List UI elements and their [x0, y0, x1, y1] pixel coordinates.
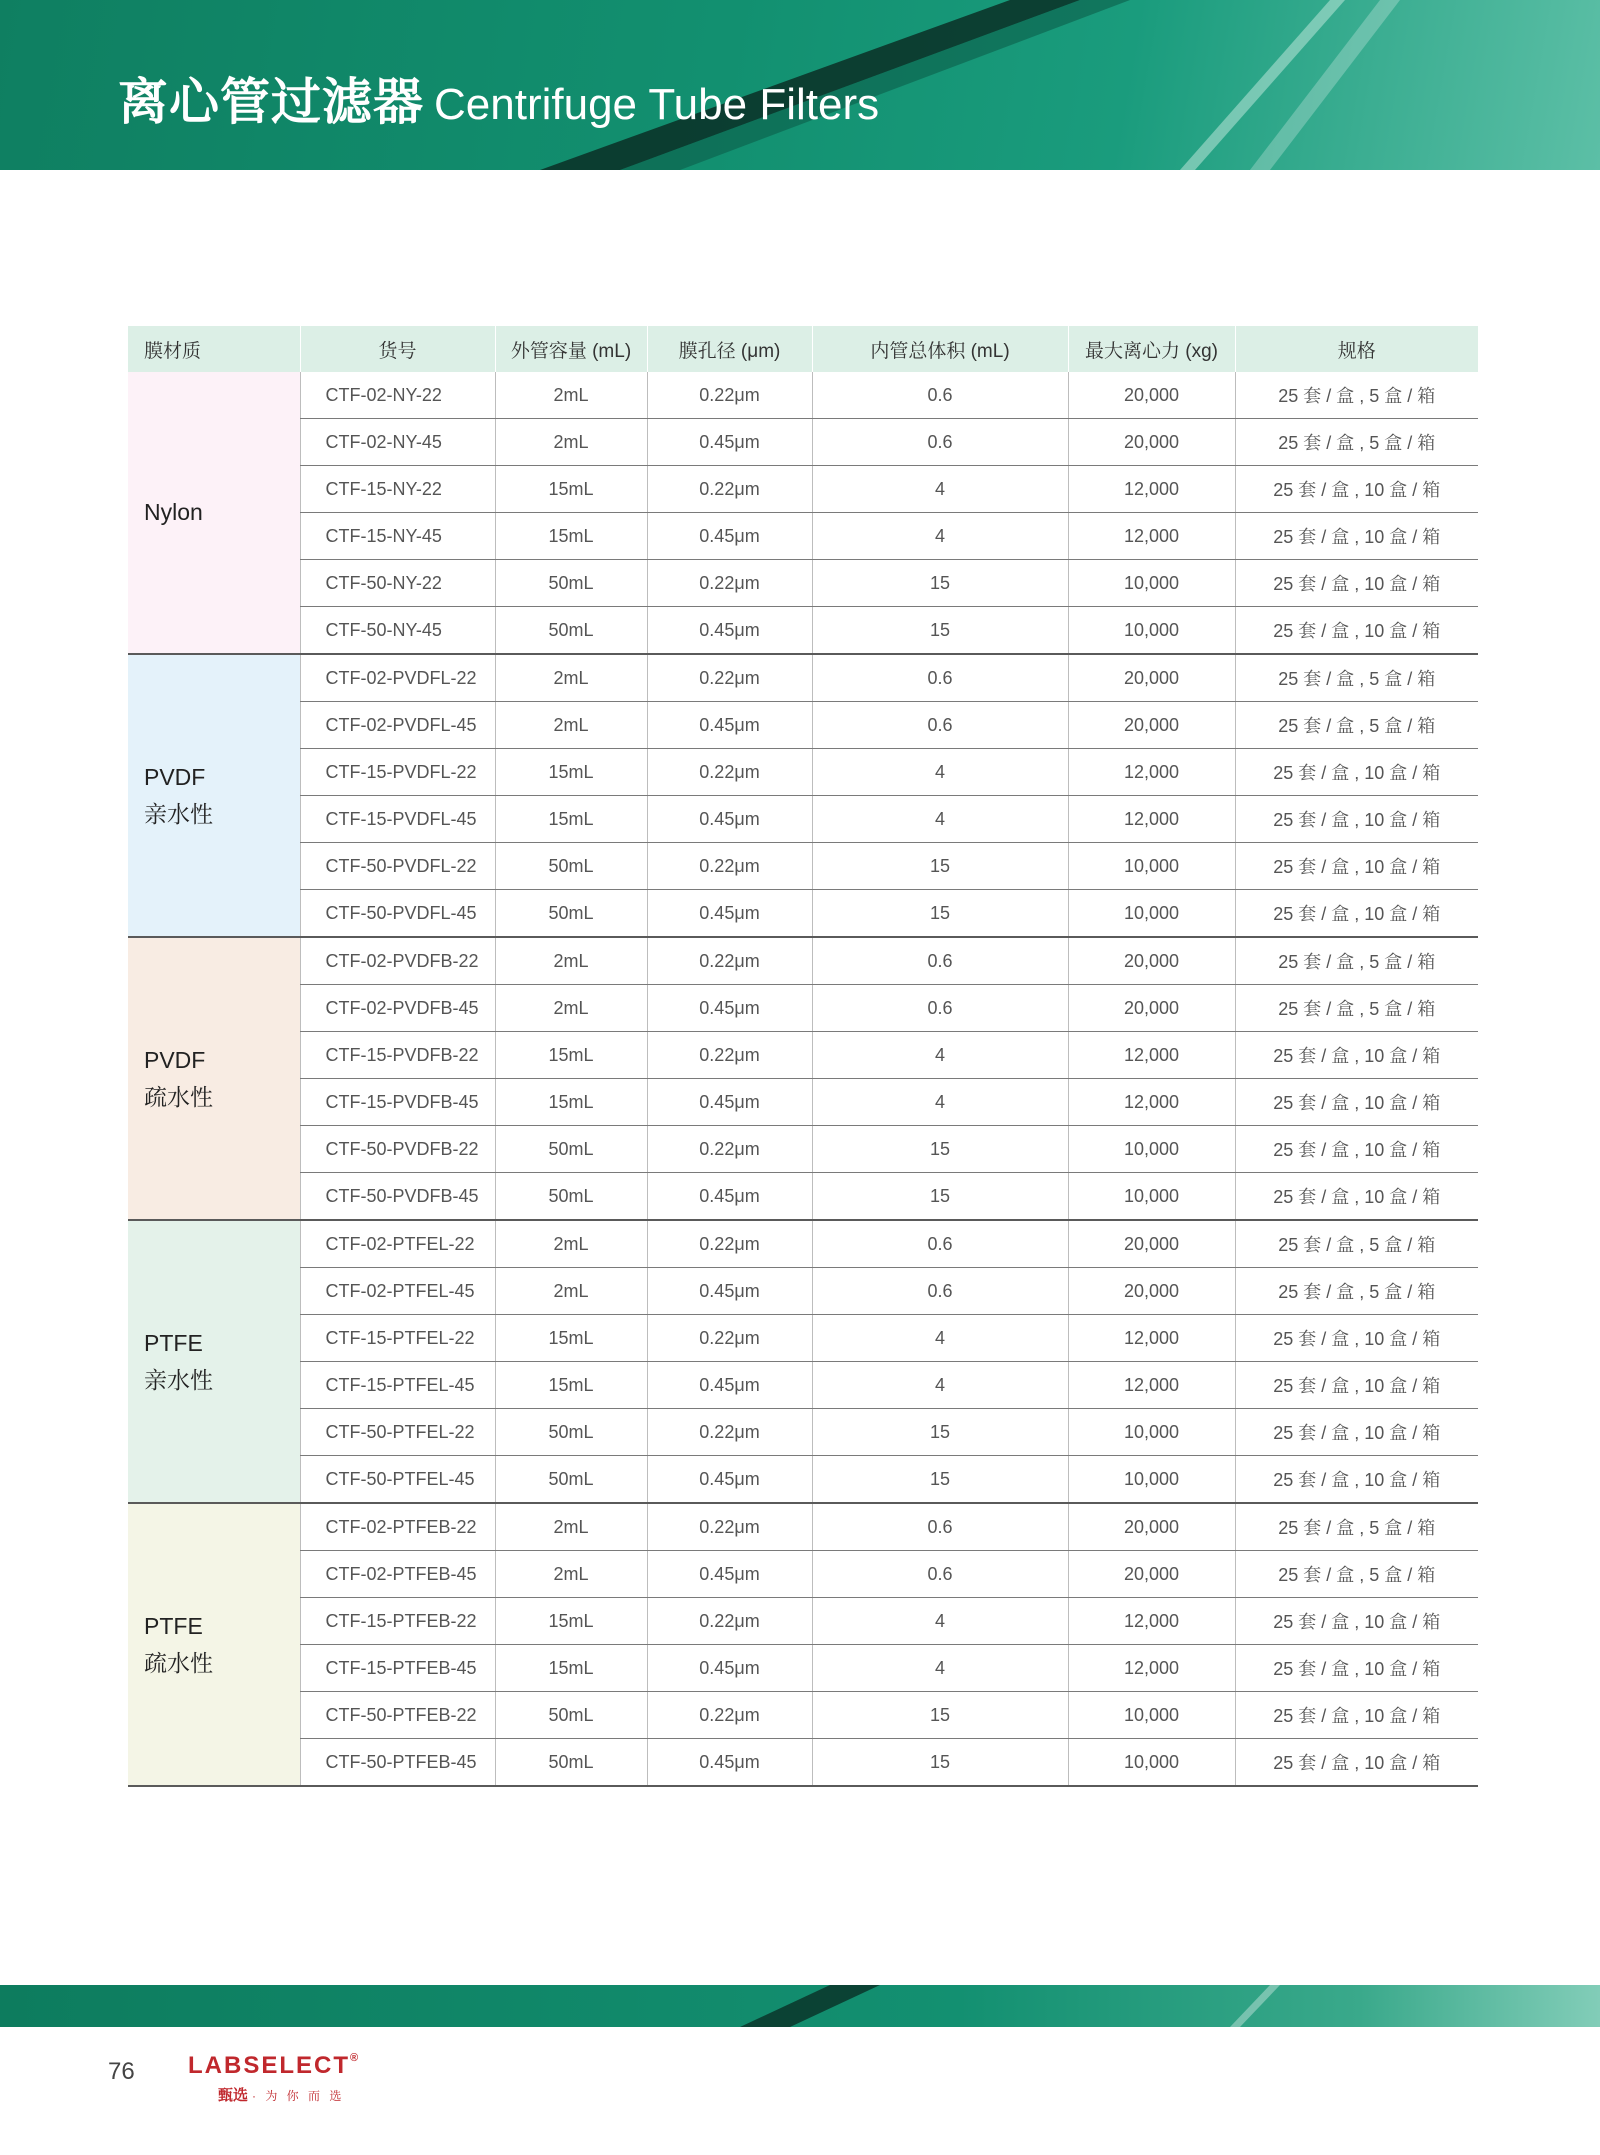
material-label: 疏水性: [144, 1649, 213, 1676]
inner-volume-cell: 4: [812, 1315, 1068, 1362]
packing-cell: 25 套 / 盒 , 10 盒 / 箱: [1235, 1032, 1478, 1079]
table-row: [128, 1551, 1478, 1598]
pore-size-cell: 0.22μm: [647, 1692, 812, 1739]
max-rcf-cell: 12,000: [1068, 1315, 1235, 1362]
outer-volume-cell: 50mL: [495, 1456, 647, 1504]
max-rcf-cell: 12,000: [1068, 1079, 1235, 1126]
inner-volume-cell: 4: [812, 513, 1068, 560]
page-title-zh: 离心管过滤器: [118, 74, 424, 130]
logo-sub-text: 甄选: [218, 2087, 249, 2104]
table-row: [128, 1268, 1478, 1315]
max-rcf-cell: 10,000: [1068, 560, 1235, 607]
material-label: PVDF: [144, 1046, 206, 1073]
table-row: [128, 1456, 1478, 1504]
table-row: [128, 466, 1478, 513]
max-rcf-cell: 20,000: [1068, 937, 1235, 985]
inner-volume-cell: 0.6: [812, 1551, 1068, 1598]
pore-size-cell: 0.22μm: [647, 1126, 812, 1173]
inner-volume-cell: 0.6: [812, 937, 1068, 985]
logo-text: LABSELECT: [188, 2052, 350, 2079]
outer-volume-cell: 15mL: [495, 796, 647, 843]
max-rcf-cell: 10,000: [1068, 843, 1235, 890]
max-rcf-cell: 10,000: [1068, 607, 1235, 655]
packing-cell: 25 套 / 盒 , 5 盒 / 箱: [1235, 1268, 1478, 1315]
table-row: [128, 1032, 1478, 1079]
packing-cell: 25 套 / 盒 , 10 盒 / 箱: [1235, 1645, 1478, 1692]
footer-band: [0, 1985, 1600, 2027]
table-row: [128, 937, 1478, 985]
table-row: [128, 1126, 1478, 1173]
material-label: 亲水性: [144, 1366, 213, 1393]
outer-volume-cell: 50mL: [495, 1409, 647, 1456]
inner-volume-cell: 15: [812, 1739, 1068, 1787]
packing-cell: 25 套 / 盒 , 10 盒 / 箱: [1235, 607, 1478, 655]
inner-volume-cell: 4: [812, 749, 1068, 796]
table-row: [128, 890, 1478, 938]
table-row: [128, 1173, 1478, 1221]
item-code-cell: CTF-50-PTFEB-45: [300, 1739, 495, 1787]
outer-volume-cell: 15mL: [495, 1315, 647, 1362]
item-code-cell: CTF-15-PTFEB-45: [300, 1645, 495, 1692]
outer-volume-cell: 50mL: [495, 843, 647, 890]
packing-cell: 25 套 / 盒 , 10 盒 / 箱: [1235, 560, 1478, 607]
item-code-cell: CTF-50-NY-22: [300, 560, 495, 607]
inner-volume-cell: 15: [812, 1692, 1068, 1739]
outer-volume-cell: 15mL: [495, 1362, 647, 1409]
max-rcf-cell: 12,000: [1068, 513, 1235, 560]
table-row: [128, 1315, 1478, 1362]
inner-volume-cell: 0.6: [812, 1220, 1068, 1268]
item-code-cell: CTF-02-PVDFL-45: [300, 702, 495, 749]
packing-cell: 25 套 / 盒 , 10 盒 / 箱: [1235, 1456, 1478, 1504]
column-header: 最大离心力 (xg): [1068, 326, 1235, 372]
pore-size-cell: 0.22μm: [647, 372, 812, 419]
inner-volume-cell: 15: [812, 1409, 1068, 1456]
pore-size-cell: 0.45μm: [647, 985, 812, 1032]
item-code-cell: CTF-50-PVDFL-22: [300, 843, 495, 890]
item-code-cell: CTF-02-PTFEB-45: [300, 1551, 495, 1598]
max-rcf-cell: 12,000: [1068, 796, 1235, 843]
table-row: [128, 985, 1478, 1032]
item-code-cell: CTF-02-PTFEL-45: [300, 1268, 495, 1315]
item-code-cell: CTF-15-PTFEL-22: [300, 1315, 495, 1362]
max-rcf-cell: 12,000: [1068, 1032, 1235, 1079]
table-row: [128, 843, 1478, 890]
packing-cell: 25 套 / 盒 , 5 盒 / 箱: [1235, 985, 1478, 1032]
packing-cell: 25 套 / 盒 , 10 盒 / 箱: [1235, 1362, 1478, 1409]
outer-volume-cell: 50mL: [495, 1126, 647, 1173]
packing-cell: 25 套 / 盒 , 5 盒 / 箱: [1235, 1503, 1478, 1551]
item-code-cell: CTF-50-PVDFL-45: [300, 890, 495, 938]
packing-cell: 25 套 / 盒 , 5 盒 / 箱: [1235, 702, 1478, 749]
outer-volume-cell: 2mL: [495, 985, 647, 1032]
pore-size-cell: 0.45μm: [647, 1456, 812, 1504]
max-rcf-cell: 20,000: [1068, 1268, 1235, 1315]
item-code-cell: CTF-02-PVDFB-45: [300, 985, 495, 1032]
table-row: [128, 513, 1478, 560]
pore-size-cell: 0.45μm: [647, 1173, 812, 1221]
packing-cell: 25 套 / 盒 , 5 盒 / 箱: [1235, 654, 1478, 702]
inner-volume-cell: 15: [812, 1126, 1068, 1173]
inner-volume-cell: 0.6: [812, 985, 1068, 1032]
inner-volume-cell: 4: [812, 466, 1068, 513]
registered-mark: ®: [350, 2052, 359, 2064]
material-label: Nylon: [144, 499, 203, 525]
inner-volume-cell: 0.6: [812, 1503, 1068, 1551]
pore-size-cell: 0.45μm: [647, 1645, 812, 1692]
logo-wordmark: [188, 2052, 358, 2080]
item-code-cell: CTF-50-PTFEL-45: [300, 1456, 495, 1504]
item-code-cell: CTF-50-NY-45: [300, 607, 495, 655]
table-header-row: [128, 326, 1478, 372]
inner-volume-cell: 15: [812, 607, 1068, 655]
material-label: PVDF: [144, 763, 206, 790]
max-rcf-cell: 20,000: [1068, 1220, 1235, 1268]
pore-size-cell: 0.45μm: [647, 702, 812, 749]
pore-size-cell: 0.22μm: [647, 560, 812, 607]
page-title: [118, 62, 879, 134]
inner-volume-cell: 4: [812, 796, 1068, 843]
table-row: [128, 560, 1478, 607]
outer-volume-cell: 15mL: [495, 1598, 647, 1645]
max-rcf-cell: 20,000: [1068, 1551, 1235, 1598]
outer-volume-cell: 15mL: [495, 1645, 647, 1692]
item-code-cell: CTF-02-NY-22: [300, 372, 495, 419]
max-rcf-cell: 20,000: [1068, 372, 1235, 419]
max-rcf-cell: 20,000: [1068, 985, 1235, 1032]
pore-size-cell: 0.45μm: [647, 1739, 812, 1787]
packing-cell: 25 套 / 盒 , 10 盒 / 箱: [1235, 1739, 1478, 1787]
outer-volume-cell: 50mL: [495, 560, 647, 607]
material-cell: [128, 654, 300, 937]
logo-subtitle: [218, 2084, 344, 2105]
table-body: [128, 372, 1478, 1786]
column-header: 膜孔径 (μm): [647, 326, 812, 372]
packing-cell: 25 套 / 盒 , 10 盒 / 箱: [1235, 1173, 1478, 1221]
max-rcf-cell: 10,000: [1068, 1692, 1235, 1739]
item-code-cell: CTF-02-PVDFB-22: [300, 937, 495, 985]
outer-volume-cell: 50mL: [495, 607, 647, 655]
outer-volume-cell: 2mL: [495, 1220, 647, 1268]
table-row: [128, 1645, 1478, 1692]
table-row: [128, 1503, 1478, 1551]
packing-cell: 25 套 / 盒 , 10 盒 / 箱: [1235, 1692, 1478, 1739]
packing-cell: 25 套 / 盒 , 10 盒 / 箱: [1235, 513, 1478, 560]
outer-volume-cell: 2mL: [495, 372, 647, 419]
table-row: [128, 419, 1478, 466]
column-header: 内管总体积 (mL): [812, 326, 1068, 372]
table-row: [128, 1362, 1478, 1409]
item-code-cell: CTF-02-PTFEL-22: [300, 1220, 495, 1268]
packing-cell: 25 套 / 盒 , 10 盒 / 箱: [1235, 749, 1478, 796]
page-title-en: Centrifuge Tube Filters: [434, 80, 880, 129]
max-rcf-cell: 10,000: [1068, 1173, 1235, 1221]
item-code-cell: CTF-15-PVDFL-22: [300, 749, 495, 796]
table-row: [128, 1739, 1478, 1787]
item-code-cell: CTF-02-PVDFL-22: [300, 654, 495, 702]
packing-cell: 25 套 / 盒 , 10 盒 / 箱: [1235, 843, 1478, 890]
table-row: [128, 702, 1478, 749]
outer-volume-cell: 50mL: [495, 890, 647, 938]
column-header: 货号: [300, 326, 495, 372]
item-code-cell: CTF-15-NY-22: [300, 466, 495, 513]
material-cell: [128, 1503, 300, 1786]
max-rcf-cell: 10,000: [1068, 1126, 1235, 1173]
pore-size-cell: 0.22μm: [647, 1409, 812, 1456]
pore-size-cell: 0.22μm: [647, 843, 812, 890]
inner-volume-cell: 15: [812, 1456, 1068, 1504]
max-rcf-cell: 20,000: [1068, 419, 1235, 466]
item-code-cell: CTF-15-NY-45: [300, 513, 495, 560]
outer-volume-cell: 2mL: [495, 937, 647, 985]
outer-volume-cell: 50mL: [495, 1739, 647, 1787]
table-row: [128, 372, 1478, 419]
material-cell: [128, 372, 300, 654]
header-banner: [0, 0, 1600, 170]
outer-volume-cell: 2mL: [495, 702, 647, 749]
packing-cell: 25 套 / 盒 , 10 盒 / 箱: [1235, 1126, 1478, 1173]
max-rcf-cell: 10,000: [1068, 1409, 1235, 1456]
pore-size-cell: 0.22μm: [647, 466, 812, 513]
pore-size-cell: 0.22μm: [647, 749, 812, 796]
outer-volume-cell: 15mL: [495, 1032, 647, 1079]
inner-volume-cell: 4: [812, 1079, 1068, 1126]
table-row: [128, 796, 1478, 843]
outer-volume-cell: 50mL: [495, 1692, 647, 1739]
packing-cell: 25 套 / 盒 , 5 盒 / 箱: [1235, 372, 1478, 419]
max-rcf-cell: 20,000: [1068, 702, 1235, 749]
table-row: [128, 1079, 1478, 1126]
outer-volume-cell: 2mL: [495, 419, 647, 466]
page-number: 76: [108, 2058, 135, 2085]
outer-volume-cell: 2mL: [495, 654, 647, 702]
inner-volume-cell: 15: [812, 1173, 1068, 1221]
outer-volume-cell: 2mL: [495, 1551, 647, 1598]
pore-size-cell: 0.22μm: [647, 1315, 812, 1362]
outer-volume-cell: 2mL: [495, 1503, 647, 1551]
item-code-cell: CTF-02-PTFEB-22: [300, 1503, 495, 1551]
max-rcf-cell: 10,000: [1068, 890, 1235, 938]
max-rcf-cell: 12,000: [1068, 1598, 1235, 1645]
inner-volume-cell: 0.6: [812, 372, 1068, 419]
table-row: [128, 749, 1478, 796]
inner-volume-cell: 4: [812, 1032, 1068, 1079]
packing-cell: 25 套 / 盒 , 10 盒 / 箱: [1235, 1079, 1478, 1126]
packing-cell: 25 套 / 盒 , 5 盒 / 箱: [1235, 1551, 1478, 1598]
outer-volume-cell: 15mL: [495, 466, 647, 513]
item-code-cell: CTF-15-PVDFB-45: [300, 1079, 495, 1126]
inner-volume-cell: 0.6: [812, 419, 1068, 466]
packing-cell: 25 套 / 盒 , 10 盒 / 箱: [1235, 466, 1478, 513]
material-cell: [128, 1220, 300, 1503]
inner-volume-cell: 0.6: [812, 1268, 1068, 1315]
table-row: [128, 1598, 1478, 1645]
inner-volume-cell: 15: [812, 560, 1068, 607]
pore-size-cell: 0.22μm: [647, 1503, 812, 1551]
max-rcf-cell: 10,000: [1068, 1456, 1235, 1504]
column-header: 规格: [1235, 326, 1478, 372]
packing-cell: 25 套 / 盒 , 10 盒 / 箱: [1235, 1315, 1478, 1362]
outer-volume-cell: 15mL: [495, 749, 647, 796]
pore-size-cell: 0.45μm: [647, 890, 812, 938]
item-code-cell: CTF-02-NY-45: [300, 419, 495, 466]
table-row: [128, 1692, 1478, 1739]
packing-cell: 25 套 / 盒 , 5 盒 / 箱: [1235, 419, 1478, 466]
inner-volume-cell: 0.6: [812, 654, 1068, 702]
material-label: 疏水性: [144, 1083, 213, 1110]
max-rcf-cell: 12,000: [1068, 1362, 1235, 1409]
item-code-cell: CTF-15-PTFEL-45: [300, 1362, 495, 1409]
max-rcf-cell: 20,000: [1068, 1503, 1235, 1551]
pore-size-cell: 0.45μm: [647, 607, 812, 655]
max-rcf-cell: 12,000: [1068, 466, 1235, 513]
pore-size-cell: 0.22μm: [647, 1032, 812, 1079]
item-code-cell: CTF-15-PTFEB-22: [300, 1598, 495, 1645]
pore-size-cell: 0.45μm: [647, 1551, 812, 1598]
item-code-cell: CTF-15-PVDFB-22: [300, 1032, 495, 1079]
footer-decoration: [0, 1985, 1600, 2027]
column-header: 膜材质: [128, 326, 300, 372]
pore-size-cell: 0.22μm: [647, 1220, 812, 1268]
packing-cell: 25 套 / 盒 , 10 盒 / 箱: [1235, 890, 1478, 938]
logo-slogan: · 为 你 而 选: [252, 2089, 345, 2103]
outer-volume-cell: 15mL: [495, 513, 647, 560]
inner-volume-cell: 0.6: [812, 702, 1068, 749]
max-rcf-cell: 10,000: [1068, 1739, 1235, 1787]
pore-size-cell: 0.22μm: [647, 654, 812, 702]
column-header: 外管容量 (mL): [495, 326, 647, 372]
pore-size-cell: 0.22μm: [647, 937, 812, 985]
item-code-cell: CTF-50-PTFEL-22: [300, 1409, 495, 1456]
inner-volume-cell: 4: [812, 1362, 1068, 1409]
max-rcf-cell: 12,000: [1068, 1645, 1235, 1692]
inner-volume-cell: 15: [812, 890, 1068, 938]
table-row: [128, 1220, 1478, 1268]
outer-volume-cell: 2mL: [495, 1268, 647, 1315]
material-label: 亲水性: [144, 800, 213, 827]
outer-volume-cell: 50mL: [495, 1173, 647, 1221]
packing-cell: 25 套 / 盒 , 10 盒 / 箱: [1235, 1409, 1478, 1456]
outer-volume-cell: 15mL: [495, 1079, 647, 1126]
table-row: [128, 607, 1478, 655]
pore-size-cell: 0.45μm: [647, 419, 812, 466]
inner-volume-cell: 15: [812, 843, 1068, 890]
inner-volume-cell: 4: [812, 1598, 1068, 1645]
inner-volume-cell: 4: [812, 1645, 1068, 1692]
brand-logo: [188, 2052, 428, 2112]
item-code-cell: CTF-50-PTFEB-22: [300, 1692, 495, 1739]
spec-table: [128, 326, 1478, 1787]
item-code-cell: CTF-15-PVDFL-45: [300, 796, 495, 843]
packing-cell: 25 套 / 盒 , 5 盒 / 箱: [1235, 937, 1478, 985]
packing-cell: 25 套 / 盒 , 5 盒 / 箱: [1235, 1220, 1478, 1268]
table-row: [128, 1409, 1478, 1456]
pore-size-cell: 0.45μm: [647, 1268, 812, 1315]
table-row: [128, 654, 1478, 702]
max-rcf-cell: 12,000: [1068, 749, 1235, 796]
pore-size-cell: 0.45μm: [647, 1079, 812, 1126]
packing-cell: 25 套 / 盒 , 10 盒 / 箱: [1235, 796, 1478, 843]
item-code-cell: CTF-50-PVDFB-45: [300, 1173, 495, 1221]
pore-size-cell: 0.45μm: [647, 1362, 812, 1409]
pore-size-cell: 0.45μm: [647, 513, 812, 560]
item-code-cell: CTF-50-PVDFB-22: [300, 1126, 495, 1173]
material-label: PTFE: [144, 1329, 203, 1356]
packing-cell: 25 套 / 盒 , 10 盒 / 箱: [1235, 1598, 1478, 1645]
material-cell: [128, 937, 300, 1220]
pore-size-cell: 0.45μm: [647, 796, 812, 843]
material-label: PTFE: [144, 1612, 203, 1639]
pore-size-cell: 0.22μm: [647, 1598, 812, 1645]
max-rcf-cell: 20,000: [1068, 654, 1235, 702]
